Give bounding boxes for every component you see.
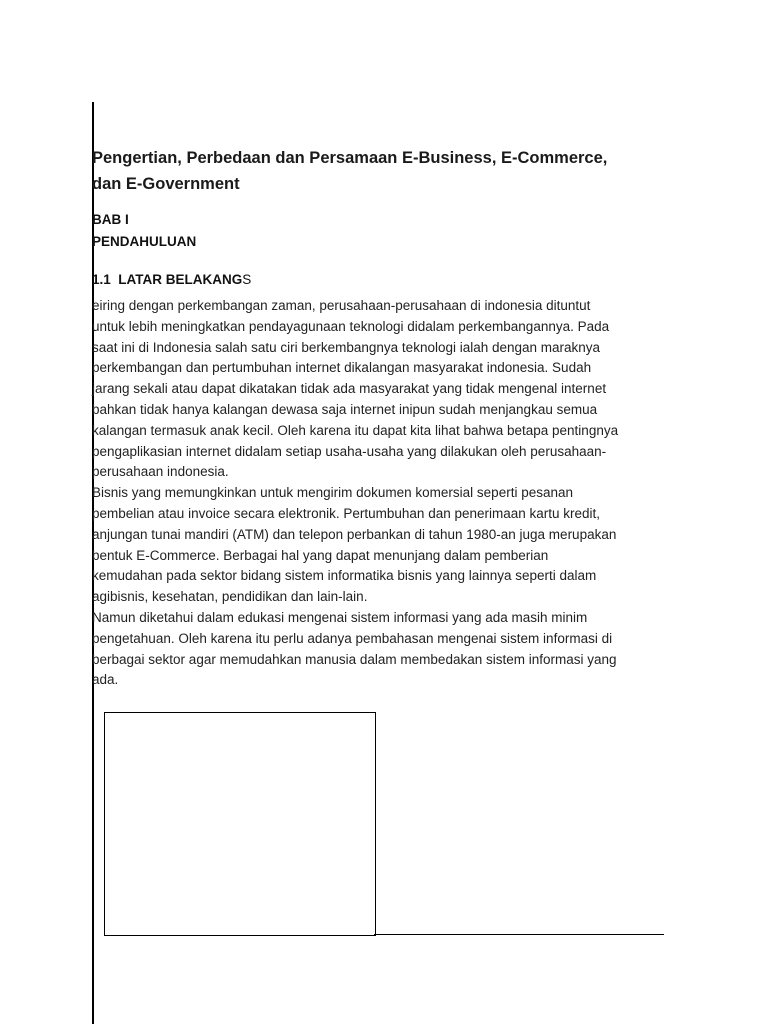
body-line: ada. [92, 672, 119, 688]
body-line: pengetahuan. Oleh karena itu perlu adanya pembahasan mengenai sistem informasi di [92, 630, 613, 646]
body-line: bahkan tidak hanya kalangan dewasa saja internet inipun sudah menjangkau semua [92, 401, 598, 417]
body-line: pengaplikasian internet didalam setiap usaha-usaha yang dilakukan oleh perusahaan- [92, 443, 607, 459]
body-line: jarang sekali atau dapat dikatakan tidak ada masyarakat yang tidak mengenal internet [92, 381, 607, 397]
body-line: kemudahan pada sektor bidang sistem informatika bisnis yang lainnya seperti dalam [92, 568, 597, 584]
body-paragraphs [92, 296, 682, 691]
body-line: eiring dengan perkembangan zaman, perusahaan-perusahaan di indonesia dituntut [92, 298, 591, 313]
section-title: LATAR BELAKANG [118, 272, 243, 287]
chapter-name: PENDAHULUAN [92, 234, 197, 249]
document-content [92, 145, 682, 691]
body-line: untuk lebih meningkatkan pendayagunaan teknologi didalam perkembangannya. Pada [92, 318, 610, 334]
body-line: pembelian atau invoice secara elektronik. Pertumbuhan dan penerimaan kartu kredit, [92, 505, 601, 521]
body-line: berbagai sektor agar memudahkan manusia dalam membedakan sistem informasi yang [92, 651, 617, 667]
body-line: perkembangan dan pertumbuhan internet dikalangan masyarakat indonesia. Sudah [92, 360, 592, 376]
section-title-suffix: S [242, 272, 252, 287]
body-line: Bisnis yang memungkinkan untuk mengirim dokumen komersial seperti pesanan [92, 485, 573, 501]
body-line: anjungan tunai mandiri (ATM) dan telepon perbankan di tahun 1980-an juga merupakan [92, 526, 617, 542]
document-title [92, 145, 682, 197]
section-number: 1.1 [92, 272, 111, 287]
body-line: kalangan termasuk anak kecil. Oleh karena itu dapat kita lihat bahwa betapa pentingnya [92, 422, 619, 438]
chapter-heading [92, 209, 682, 253]
chapter-number: BAB I [92, 212, 129, 227]
figure-baseline-rule [374, 934, 664, 935]
document-title-line-2: dan E-Government [92, 175, 240, 193]
body-line: saat ini di Indonesia salah satu ciri berkembangnya teknologi ialah dengan maraknya [92, 339, 601, 355]
document-title-line-1: Pengertian, Perbedaan dan Persamaan E-Business, E-Commerce, [92, 149, 608, 167]
body-line: agibisnis, kesehatan, pendidikan dan lain-lain. [92, 589, 368, 605]
empty-figure-frame [104, 712, 376, 936]
body-line: Namun diketahui dalam edukasi mengenai sistem informasi yang ada masih minim [92, 609, 588, 625]
body-line: bentuk E-Commerce. Berbagai hal yang dapat menunjang dalam pemberian [92, 547, 549, 563]
section-heading [92, 270, 682, 290]
body-line: perusahaan indonesia. [92, 464, 229, 480]
